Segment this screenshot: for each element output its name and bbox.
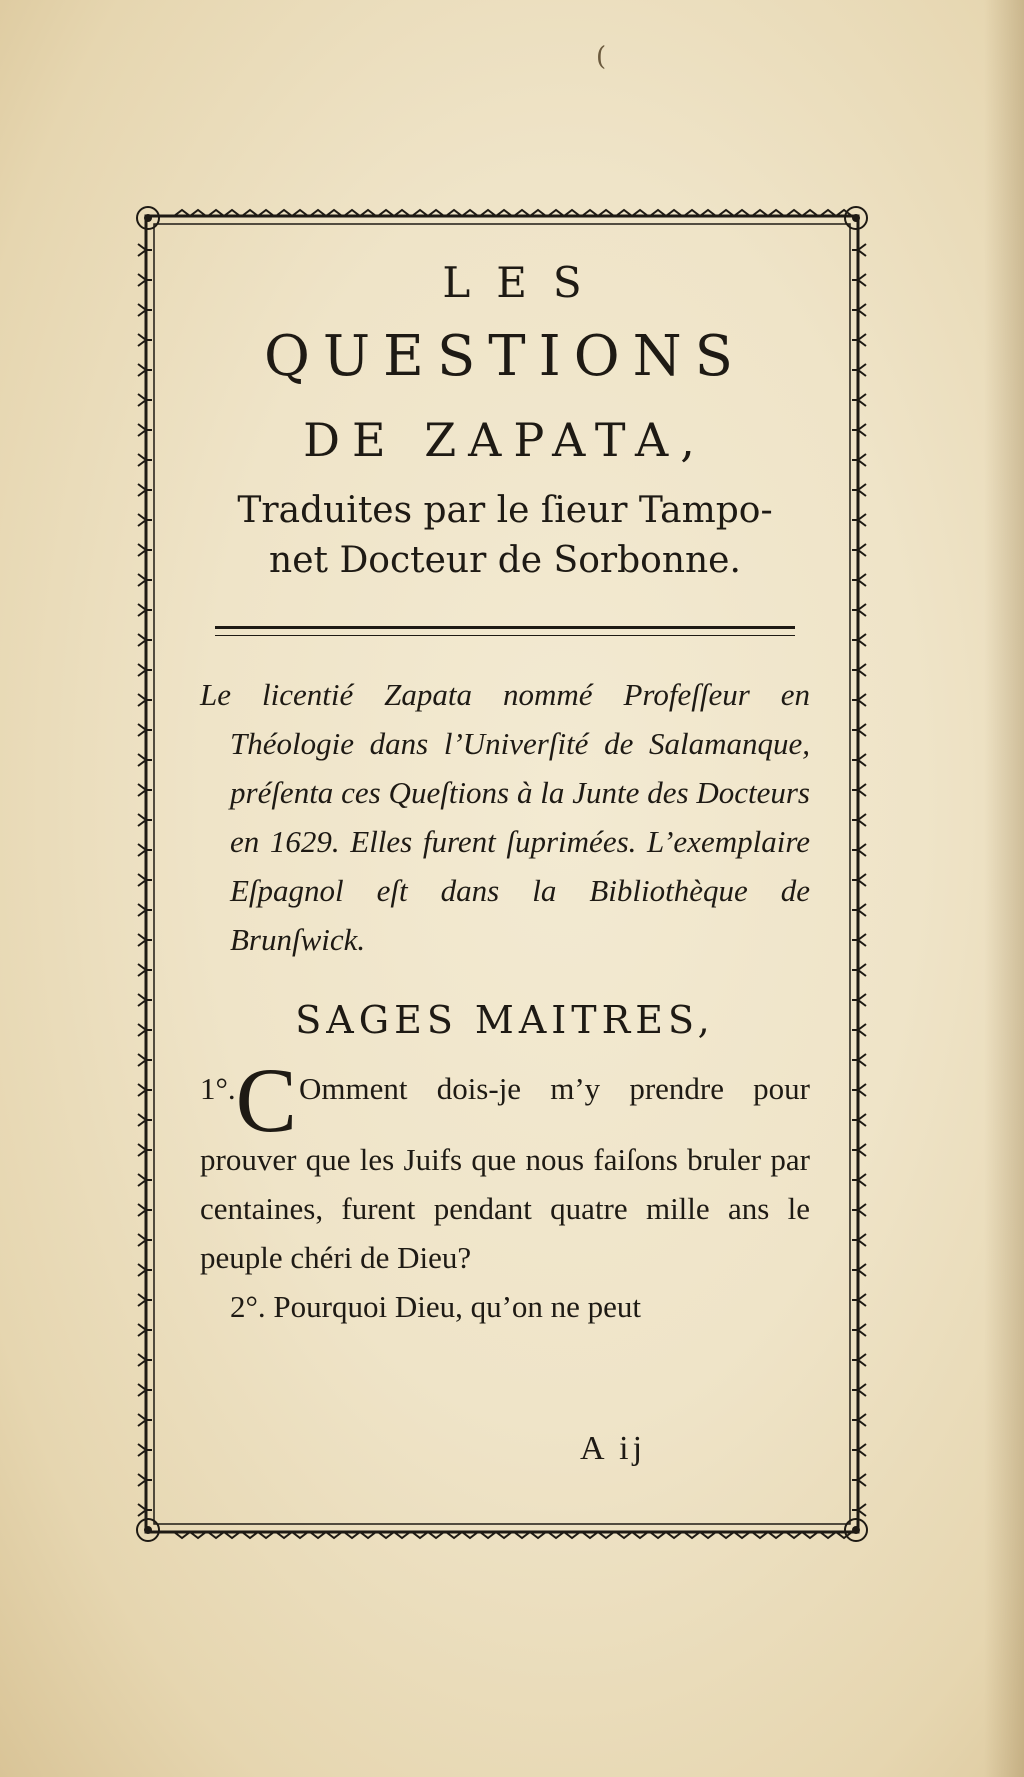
page-mark: (: [596, 42, 607, 72]
question-2: 2°. Pourquoi Dieu, qu’on ne peut: [230, 1289, 642, 1324]
question-1: [200, 1049, 810, 1282]
corner-rosette-center: [852, 214, 860, 222]
title-page-content: [200, 258, 810, 1331]
page-edge-shadow: [984, 0, 1024, 1777]
intro-paragraph: Le licentié Zapata nommé Profeſſeur en Théologie dans l’Univerſité de Salamanque, préſenta ces Queſtions à la Junte des Docteurs en 1629. Elles furent ſuprimées. L’exemplaire Eſpagnol eſt dans la Bibliothèque de Brunſwick.: [200, 677, 810, 957]
corner-rosette-center: [144, 1526, 152, 1534]
subtitle-line-2: net Docteur de Sorbonne.: [269, 540, 741, 581]
title-rule: [215, 626, 795, 636]
title-line-les: LES: [442, 258, 608, 307]
salutation: SAGES MAITRES,: [295, 998, 715, 1042]
question-1-text: Omment dois-je m’y prendre pour prouver que les Juifs que nous faiſons bruler par centaines, furent pendant quatre mille ans le peuple chéri de Dieu?: [200, 1071, 810, 1275]
corner-rosette-center: [144, 214, 152, 222]
drop-cap: C: [235, 1049, 298, 1151]
subtitle-line-1: Traduites par le ſieur Tampo-: [237, 490, 773, 531]
signature-mark: A ij: [580, 1430, 647, 1467]
question-1-number: 1°.: [200, 1071, 236, 1106]
title-line-questions: QUESTIONS: [263, 324, 747, 389]
title-line-de-zapata: DE ZAPATA,: [303, 413, 707, 467]
corner-rosette-center: [852, 1526, 860, 1534]
